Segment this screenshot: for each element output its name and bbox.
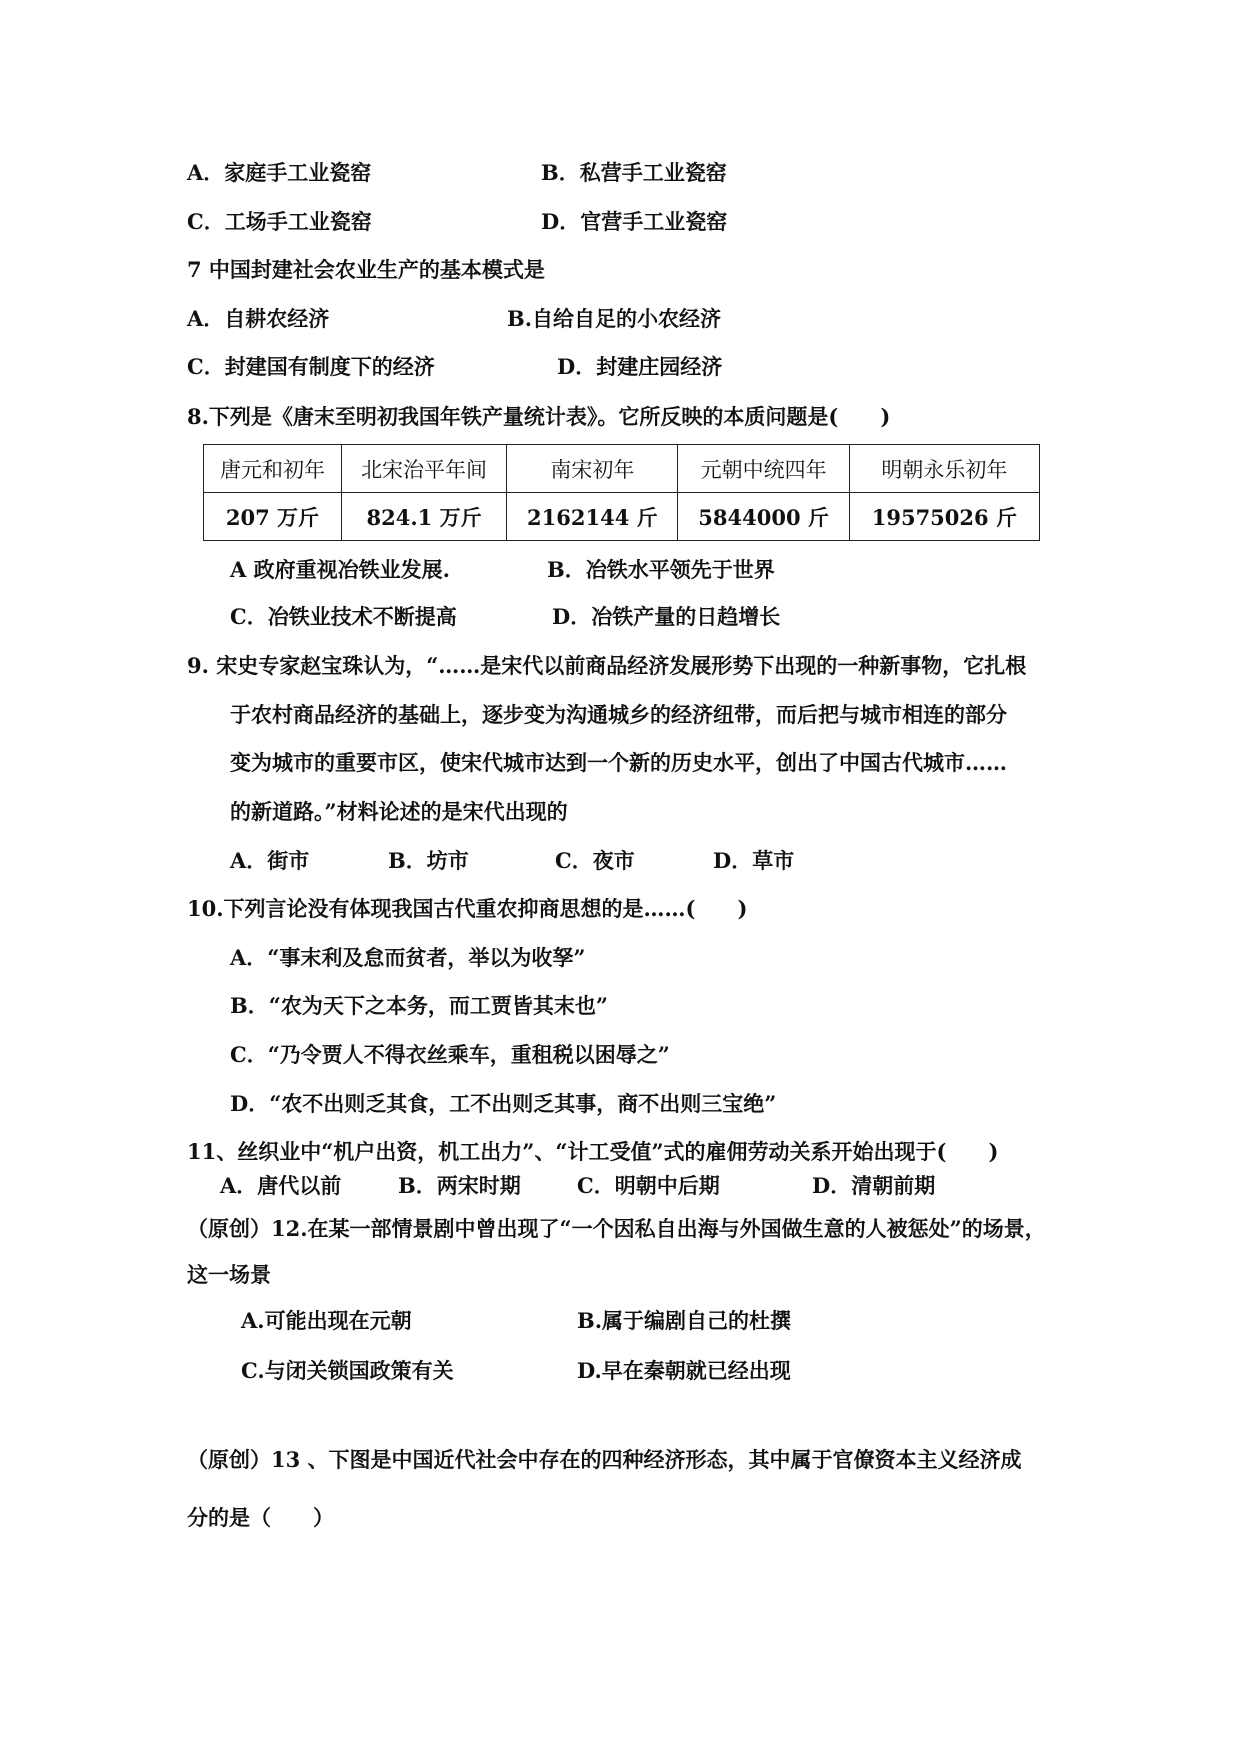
q9-option-c: C．夜市: [555, 848, 635, 873]
q12-text-line: （原创）12.在某一部情景剧中曾出现了“一个因私自出海与外国做生意的人被惩处”的场景，: [187, 1216, 1046, 1241]
q8-option-c: C．冶铁业技术不断提高: [230, 604, 457, 629]
q12-option-c: C.与闭关锁国政策有关: [241, 1358, 454, 1383]
iron-output-table: [203, 444, 1040, 541]
q12-option-a: A.可能出现在元朝: [241, 1308, 412, 1333]
q6-option-d: D．官营手工业瓷窑: [541, 209, 728, 234]
q7-option-b: B.自给自足的小农经济: [507, 306, 722, 331]
q9-text-line: 于农村商品经济的基础上，逐步变为沟通城乡的经济纽带，而后把与城市相连的部分: [230, 702, 1007, 727]
q12-option-d: D.早在秦朝就已经出现: [577, 1358, 791, 1383]
q6-option-b: B．私营手工业瓷窑: [541, 160, 727, 185]
q7-option-a: A．自耕农经济: [187, 306, 330, 331]
table-cell: 5844000 斤: [678, 493, 849, 541]
table-header-cell: 北宋治平年间: [341, 445, 506, 493]
q10-option-c: C．“乃令贾人不得衣丝乘车，重租税以困辱之”: [230, 1042, 670, 1067]
q8-option-a: A 政府重视冶铁业发展.: [230, 557, 450, 582]
q12-text-line: 这一场景: [187, 1262, 271, 1287]
table-header-cell: 明朝永乐初年: [849, 445, 1039, 493]
q9-text-line: 9. 宋史专家赵宝珠认为，“……是宋代以前商品经济发展形势下出现的一种新事物，它扎根: [187, 653, 1027, 678]
table-cell: 824.1 万斤: [341, 493, 506, 541]
q9-option-d: D．草市: [713, 848, 795, 873]
q11-option-c: C．明朝中后期: [577, 1173, 720, 1198]
q10-stem: 10.下列言论没有体现我国古代重农抑商思想的是……( ): [187, 896, 748, 921]
q8-option-b: B．冶铁水平领先于世界: [547, 557, 775, 582]
q13-text-line: 分的是（ ）: [187, 1505, 334, 1530]
table-header-cell: 唐元和初年: [204, 445, 342, 493]
table-cell: 207 万斤: [204, 493, 342, 541]
table-header-cell: 元朝中统四年: [678, 445, 849, 493]
table-row: [204, 493, 1040, 541]
q10-option-a: A．“事末利及怠而贫者，举以为收孥”: [230, 945, 586, 970]
q10-option-d: D．“农不出则乏其食，工不出则乏其事，商不出则三宝绝”: [230, 1091, 777, 1116]
q8-option-d: D．冶铁产量的日趋增长: [552, 604, 781, 629]
table-header-row: [204, 445, 1040, 493]
q13-text-line: （原创）13 、下图是中国近代社会中存在的四种经济形态，其中属于官僚资本主义经济成: [187, 1447, 1022, 1472]
q11-stem: 11、丝织业中“机户出资，机工出力”、“计工受值”式的雇佣劳动关系开始出现于( ): [187, 1139, 999, 1164]
table-cell: 2162144 斤: [507, 493, 678, 541]
q8-stem: 8.下列是《唐末至明初我国年铁产量统计表》。它所反映的本质问题是( ): [187, 404, 891, 429]
q10-option-b: B．“农为天下之本务，而工贾皆其末也”: [230, 993, 608, 1018]
q7-stem: 7 中国封建社会农业生产的基本模式是: [187, 257, 545, 282]
table-cell: 19575026 斤: [849, 493, 1039, 541]
q12-option-b: B.属于编剧自己的杜撰: [577, 1308, 792, 1333]
q9-option-a: A．街市: [230, 848, 310, 873]
q7-option-d: D．封建庄园经济: [557, 354, 723, 379]
q9-text-line: 的新道路。”材料论述的是宋代出现的: [230, 799, 568, 824]
q11-option-b: B．两宋时期: [398, 1173, 521, 1198]
q6-option-c: C．工场手工业瓷窑: [187, 209, 372, 234]
q7-option-c: C．封建国有制度下的经济: [187, 354, 435, 379]
q9-option-b: B．坊市: [388, 848, 469, 873]
q11-option-d: D．清朝前期: [812, 1173, 936, 1198]
table-header-cell: 南宋初年: [507, 445, 678, 493]
q11-option-a: A．唐代以前: [220, 1173, 342, 1198]
q9-text-line: 变为城市的重要市区，使宋代城市达到一个新的历史水平，创出了中国古代城市……: [230, 750, 1007, 775]
q6-option-a: A．家庭手工业瓷窑: [187, 160, 372, 185]
